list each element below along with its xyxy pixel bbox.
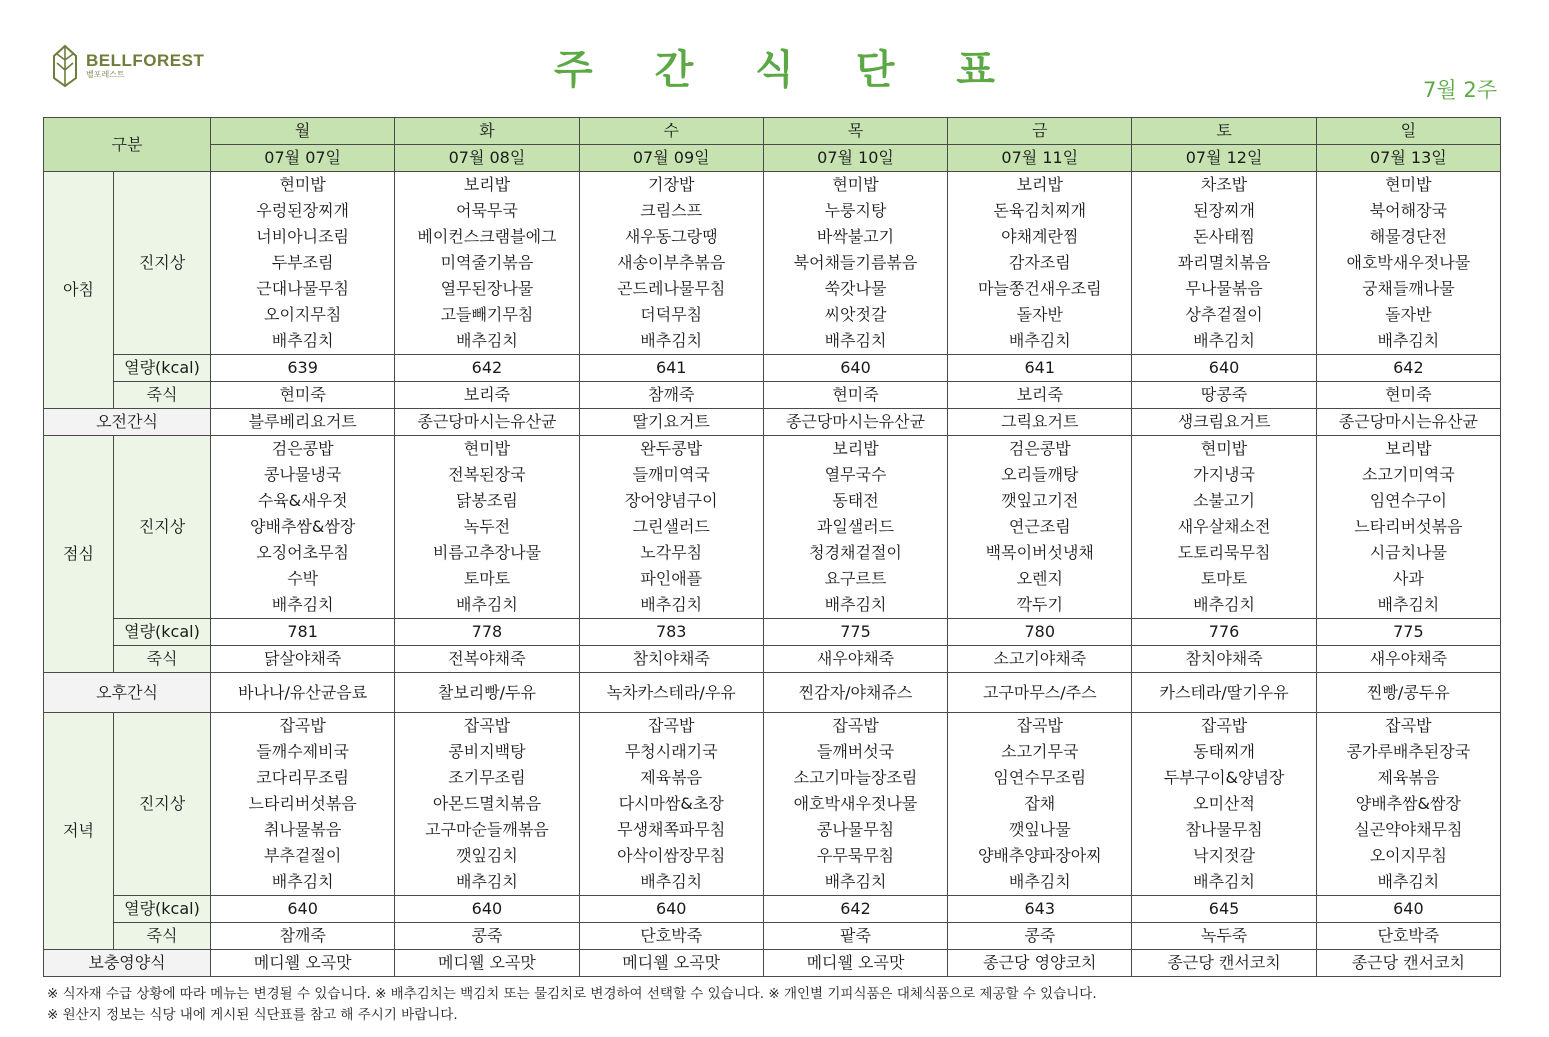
dinner-calorie-label: 열량(kcal): [114, 896, 211, 923]
calorie-value: 641: [948, 355, 1132, 382]
menu-cell: [211, 172, 395, 355]
date-header: 07월 08일: [395, 145, 579, 172]
menu-item: 너비아니조림: [256, 227, 350, 246]
supplement-item: 메디웰 오곡맛: [211, 950, 395, 977]
calorie-value: 642: [763, 896, 947, 923]
menu-item: 쑥갓나물: [824, 279, 887, 298]
lunch-main-label: 진지상: [114, 436, 211, 619]
menu-item: 수육&새우젓: [257, 491, 348, 510]
menu-item: 애호박새우젓나물: [793, 794, 918, 813]
dinner-porridge-row: [44, 923, 1501, 950]
menu-item: 장어양념구이: [624, 491, 718, 510]
menu-item: 잡채: [1024, 794, 1056, 813]
footer-notes: [47, 984, 1097, 1025]
menu-item: 깻잎김치: [456, 846, 518, 865]
header-day-row: [44, 118, 1501, 145]
menu-cell: [395, 172, 579, 355]
menu-item: 파인애플: [640, 569, 703, 588]
porridge-item: 단호박죽: [1316, 923, 1500, 950]
menu-item: 다시마쌈&초장: [618, 794, 724, 813]
menu-item: 꽈리멸치볶음: [1177, 253, 1271, 272]
header-category: 구분: [44, 118, 211, 172]
menu-item: 검은콩밥: [1008, 439, 1071, 458]
menu-cell: [1132, 713, 1316, 896]
menu-item: 임연수무조림: [993, 768, 1087, 787]
breakfast-calorie-row: [44, 355, 1501, 382]
dinner-calorie-row: [44, 896, 1501, 923]
menu-item: 우무묵무침: [816, 846, 895, 865]
menu-cell: [1132, 436, 1316, 619]
menu-item: 잡곡밥: [1385, 716, 1432, 735]
menu-item: 오징어초무침: [256, 543, 350, 562]
menu-item: 배추김치: [456, 331, 518, 350]
menu-item: 동태찌개: [1193, 742, 1255, 761]
menu-item: 코다리무조림: [256, 768, 350, 787]
menu-item: 비름고추장나물: [432, 543, 542, 562]
menu-item: 현미밥: [1385, 175, 1432, 194]
supplement-item: 종근당 영양코치: [948, 950, 1132, 977]
morning_snack-item: 종근당마시는유산균: [763, 409, 947, 436]
menu-item: 잡곡밥: [648, 716, 695, 735]
menu-item: 배추김치: [640, 872, 703, 891]
menu-item: 소고기무국: [1001, 742, 1079, 761]
menu-item: 오렌지: [1016, 569, 1063, 588]
menu-item: 수박: [287, 569, 319, 588]
menu-item: 배추김치: [1008, 872, 1071, 891]
porridge-item: 보리죽: [395, 382, 579, 409]
menu-item: 새우동그랑땡: [624, 227, 718, 246]
morning_snack-item: 그릭요거트: [948, 409, 1132, 436]
menu-item: 배추김치: [456, 872, 518, 891]
dinner-porridge-label: 죽식: [114, 923, 211, 950]
menu-item: 무나물볶음: [1185, 279, 1263, 298]
menu-cell: [1316, 713, 1500, 896]
menu-item: 감자조림: [1008, 253, 1071, 272]
menu-item: 토마토: [1200, 569, 1248, 588]
menu-item: 실곤약야채무침: [1354, 820, 1463, 839]
menu-item: 기장밥: [648, 175, 695, 194]
menu-item: 제육볶음: [640, 768, 703, 787]
week-label: 7월 2주: [1423, 78, 1497, 102]
menu-item: 노각무침: [640, 543, 703, 562]
date-header: 07월 10일: [763, 145, 947, 172]
afternoon_snack-item: 찐빵/콩두유: [1316, 673, 1500, 713]
calorie-value: 640: [579, 896, 763, 923]
day-header: 금: [948, 118, 1132, 145]
menu-item: 배추김치: [1193, 595, 1255, 614]
menu-item: 사과: [1392, 569, 1424, 588]
breakfast-main-label: 진지상: [114, 172, 211, 355]
brand-subname: 벨포레스트: [86, 70, 125, 79]
afternoon_snack-label: 오후간식: [44, 673, 211, 713]
menu-item: 동태전: [832, 491, 879, 510]
menu-item: 차조밥: [1200, 175, 1248, 194]
lunch-porridge-row: [44, 646, 1501, 673]
menu-item: 양배추양파장아찌: [977, 846, 1102, 865]
menu-item: 부추겉절이: [264, 846, 342, 865]
menu-item: 돌자반: [1016, 305, 1063, 324]
dinner-main-row: [44, 713, 1501, 896]
morning_snack-item: 종근당마시는유산균: [395, 409, 579, 436]
porridge-item: 현미죽: [1316, 382, 1500, 409]
menu-item: 낙지젓갈: [1193, 846, 1255, 865]
menu-item: 배추김치: [640, 595, 703, 614]
date-header: 07월 12일: [1132, 145, 1316, 172]
supplement-item: 종근당 캔서코치: [1316, 950, 1500, 977]
menu-item: 깍두기: [1016, 595, 1063, 614]
menu-cell: [1316, 436, 1500, 619]
menu-item: 제육볶음: [1377, 768, 1440, 787]
calorie-value: 645: [1132, 896, 1316, 923]
menu-cell: [948, 713, 1132, 896]
porridge-item: 참깨죽: [579, 382, 763, 409]
menu-cell: [395, 436, 579, 619]
menu-item: 가지냉국: [1193, 465, 1255, 484]
lunch-main-row: [44, 436, 1501, 619]
supplement-item: 메디웰 오곡맛: [763, 950, 947, 977]
menu-cell: [1316, 172, 1500, 355]
morning_snack-label: 오전간식: [44, 409, 211, 436]
calorie-value: 783: [579, 619, 763, 646]
menu-item: 검은콩밥: [271, 439, 334, 458]
menu-item: 깻잎고기전: [1001, 491, 1079, 510]
menu-item: 소불고기: [1193, 491, 1255, 510]
porridge-item: 참치야채죽: [1132, 646, 1316, 673]
menu-item: 현미밥: [1200, 439, 1248, 458]
supplement-item: 메디웰 오곡맛: [395, 950, 579, 977]
day-header: 목: [763, 118, 947, 145]
menu-item: 더덕무침: [640, 305, 703, 324]
breakfast-main-row: [44, 172, 1501, 355]
menu-item: 청경채겉절이: [809, 543, 902, 562]
menu-item: 오이지무침: [1369, 846, 1447, 865]
menu-item: 근대나물무침: [256, 279, 350, 298]
supplement-row: [44, 950, 1501, 977]
calorie-value: 775: [1316, 619, 1500, 646]
menu-item: 그린샐러드: [632, 517, 710, 536]
porridge-item: 새우야채죽: [763, 646, 947, 673]
menu-item: 누룽지탕: [824, 201, 887, 220]
menu-item: 배추김치: [271, 595, 334, 614]
menu-item: 오리들깨탕: [1001, 465, 1079, 484]
calorie-value: 642: [1316, 355, 1500, 382]
menu-item: 두부조림: [271, 253, 334, 272]
day-header: 토: [1132, 118, 1316, 145]
lunch-porridge-label: 죽식: [114, 646, 211, 673]
menu-item: 새송이부추볶음: [617, 253, 726, 272]
menu-item: 열무국수: [824, 465, 887, 484]
weekly-menu-table: [43, 117, 1501, 977]
menu-item: 양배추쌈&쌈장: [1355, 794, 1461, 813]
supplement-label: 보충영양식: [44, 950, 211, 977]
menu-item: 과일샐러드: [816, 517, 895, 536]
afternoon_snack-item: 찰보리빵/두유: [395, 673, 579, 713]
porridge-item: 닭살야채죽: [211, 646, 395, 673]
menu-item: 무청시래기국: [624, 742, 718, 761]
porridge-item: 팥죽: [763, 923, 947, 950]
calorie-value: 780: [948, 619, 1132, 646]
porridge-item: 콩죽: [395, 923, 579, 950]
porridge-item: 새우야채죽: [1316, 646, 1500, 673]
menu-item: 곤드레나물무침: [617, 279, 726, 298]
menu-cell: [579, 172, 763, 355]
menu-item: 돈육김치찌개: [993, 201, 1087, 220]
calorie-value: 642: [395, 355, 579, 382]
menu-item: 새우살채소전: [1177, 517, 1271, 536]
porridge-item: 땅콩죽: [1132, 382, 1316, 409]
calorie-value: 641: [579, 355, 763, 382]
menu-item: 배추김치: [271, 872, 334, 891]
day-header: 일: [1316, 118, 1500, 145]
dinner-label: 저녁: [44, 713, 114, 950]
menu-item: 열무된장나물: [440, 279, 534, 298]
menu-item: 고구마순들깨볶음: [425, 820, 549, 839]
breakfast-calorie-label: 열량(kcal): [114, 355, 211, 382]
menu-cell: [763, 172, 947, 355]
menu-item: 잡곡밥: [1016, 716, 1063, 735]
menu-item: 씨앗젓갈: [824, 305, 887, 324]
breakfast-porridge-label: 죽식: [114, 382, 211, 409]
porridge-item: 참깨죽: [211, 923, 395, 950]
menu-item: 무생채쪽파무침: [617, 820, 726, 839]
menu-item: 배추김치: [456, 595, 518, 614]
calorie-value: 640: [211, 896, 395, 923]
date-header: 07월 13일: [1316, 145, 1500, 172]
menu-item: 애호박새우젓나물: [1346, 253, 1471, 272]
calorie-value: 781: [211, 619, 395, 646]
date-header: 07월 07일: [211, 145, 395, 172]
day-header: 화: [395, 118, 579, 145]
page-title: 주 간 식 단 표: [554, 47, 1019, 93]
afternoon_snack-row: [44, 673, 1501, 713]
dinner-main-label: 진지상: [114, 713, 211, 896]
menu-item: 들깨수제비국: [256, 742, 350, 761]
menu-cell: [763, 713, 947, 896]
menu-item: 녹두전: [463, 517, 511, 536]
menu-item: 콩비지백탕: [448, 742, 526, 761]
menu-item: 고들빼기무침: [440, 305, 534, 324]
brand-name: BELLFOREST: [86, 51, 205, 70]
calorie-value: 639: [211, 355, 395, 382]
supplement-item: 메디웰 오곡맛: [579, 950, 763, 977]
menu-item: 소고기미역국: [1361, 465, 1455, 484]
menu-item: 보리밥: [1016, 175, 1063, 194]
menu-item: 느타리버섯볶음: [248, 794, 357, 813]
menu-item: 우렁된장찌개: [256, 201, 350, 220]
menu-item: 잡곡밥: [1200, 716, 1248, 735]
menu-item: 배추김치: [1377, 331, 1440, 350]
menu-item: 아삭이쌈장무침: [617, 846, 726, 865]
menu-item: 잡곡밥: [832, 716, 879, 735]
menu-item: 북어채들기름볶음: [793, 253, 918, 272]
menu-item: 깻잎나물: [1008, 820, 1071, 839]
menu-cell: [1132, 172, 1316, 355]
menu-item: 배추김치: [824, 331, 887, 350]
day-header: 수: [579, 118, 763, 145]
menu-item: 배추김치: [271, 331, 334, 350]
menu-item: 콩나물냉국: [264, 465, 342, 484]
calorie-value: 643: [948, 896, 1132, 923]
menu-item: 크림스프: [640, 201, 703, 220]
menu-item: 아몬드멸치볶음: [432, 794, 542, 813]
menu-item: 닭봉조림: [456, 491, 518, 510]
menu-item: 잡곡밥: [279, 716, 326, 735]
menu-item: 북어해장국: [1369, 201, 1447, 220]
calorie-value: 640: [395, 896, 579, 923]
menu-item: 취나물볶음: [264, 820, 342, 839]
menu-item: 현미밥: [832, 175, 879, 194]
menu-item: 상추겉절이: [1185, 305, 1263, 324]
porridge-item: 참치야채죽: [579, 646, 763, 673]
date-header: 07월 11일: [948, 145, 1132, 172]
supplement-item: 종근당 캔서코치: [1132, 950, 1316, 977]
porridge-item: 현미죽: [763, 382, 947, 409]
menu-item: 양배추쌈&쌈장: [250, 517, 356, 536]
porridge-item: 소고기야채죽: [948, 646, 1132, 673]
menu-item: 요구르트: [824, 569, 887, 588]
menu-item: 전복된장국: [448, 465, 526, 484]
menu-item: 연근조림: [1008, 517, 1071, 536]
calorie-value: 778: [395, 619, 579, 646]
menu-item: 배추김치: [1377, 872, 1440, 891]
menu-item: 보리밥: [832, 439, 879, 458]
afternoon_snack-item: 찐감자/야채쥬스: [763, 673, 947, 713]
menu-item: 어묵무국: [456, 201, 518, 220]
menu-item: 조기무조림: [448, 768, 526, 787]
morning_snack-item: 종근당마시는유산균: [1316, 409, 1500, 436]
menu-item: 토마토: [463, 569, 511, 588]
menu-cell: [211, 436, 395, 619]
menu-item: 잡곡밥: [463, 716, 511, 735]
menu-item: 들깨버섯국: [816, 742, 895, 761]
menu-item: 배추김치: [1377, 595, 1440, 614]
menu-item: 소고기마늘장조림: [793, 768, 918, 787]
lunch-calorie-label: 열량(kcal): [114, 619, 211, 646]
morning_snack-item: 딸기요거트: [579, 409, 763, 436]
menu-item: 바싹불고기: [816, 227, 895, 246]
menu-item: 마늘쫑건새우조림: [977, 279, 1102, 298]
menu-item: 궁채들깨나물: [1361, 279, 1455, 298]
menu-item: 돈사태찜: [1193, 227, 1255, 246]
footer-note-1: ※ 식자재 수급 상황에 따라 메뉴는 변경될 수 있습니다. ※ 배추김치는 백김치 또는 물김치로 변경하여 선택할 수 있습니다. ※ 개인별 기피식품은 대체식품으로 제공할 수 있습니다.: [47, 986, 1097, 1002]
calorie-value: 640: [1132, 355, 1316, 382]
menu-item: 느타리버섯볶음: [1354, 517, 1463, 536]
porridge-item: 단호박죽: [579, 923, 763, 950]
menu-item: 오이지무침: [264, 305, 342, 324]
menu-item: 오미산적: [1193, 794, 1255, 813]
morning_snack-item: 블루베리요거트: [211, 409, 395, 436]
date-header: 07월 09일: [579, 145, 763, 172]
afternoon_snack-item: 카스테라/딸기우유: [1132, 673, 1316, 713]
menu-cell: [948, 172, 1132, 355]
menu-item: 현미밥: [463, 439, 511, 458]
menu-cell: [395, 713, 579, 896]
menu-item: 현미밥: [279, 175, 326, 194]
menu-cell: [579, 436, 763, 619]
menu-item: 참나물무침: [1185, 820, 1263, 839]
menu-item: 배추김치: [1193, 331, 1255, 350]
lunch-label: 점심: [44, 436, 114, 673]
menu-item: 시금치나물: [1369, 543, 1447, 562]
menu-item: 배추김치: [1008, 331, 1071, 350]
menu-item: 미역줄기볶음: [440, 253, 534, 272]
calorie-value: 775: [763, 619, 947, 646]
menu-item: 배추김치: [640, 331, 703, 350]
porridge-item: 현미죽: [211, 382, 395, 409]
menu-item: 완두콩밥: [640, 439, 703, 458]
day-header: 월: [211, 118, 395, 145]
menu-item: 도토리묵무침: [1177, 543, 1271, 562]
porridge-item: 녹두죽: [1132, 923, 1316, 950]
breakfast-label: 아침: [44, 172, 114, 409]
menu-cell: [211, 713, 395, 896]
porridge-item: 전복야채죽: [395, 646, 579, 673]
menu-item: 된장찌개: [1193, 201, 1255, 220]
calorie-value: 776: [1132, 619, 1316, 646]
porridge-item: 콩죽: [948, 923, 1132, 950]
afternoon_snack-item: 고구마무스/주스: [948, 673, 1132, 713]
menu-cell: [579, 713, 763, 896]
menu-item: 야채계란찜: [1001, 227, 1079, 246]
calorie-value: 640: [1316, 896, 1500, 923]
menu-item: 보리밥: [463, 175, 511, 194]
menu-item: 돌자반: [1385, 305, 1432, 324]
menu-item: 두부구이&양념장: [1163, 768, 1285, 787]
menu-item: 해물경단전: [1369, 227, 1447, 246]
morning_snack-row: [44, 409, 1501, 436]
menu-item: 백목이버섯냉채: [985, 543, 1094, 562]
calorie-value: 640: [763, 355, 947, 382]
menu-item: 배추김치: [1193, 872, 1255, 891]
afternoon_snack-item: 바나나/유산균음료: [211, 673, 395, 713]
menu-item: 콩나물무침: [816, 820, 895, 839]
menu-item: 배추김치: [824, 872, 887, 891]
menu-cell: [948, 436, 1132, 619]
menu-item: 보리밥: [1385, 439, 1432, 458]
breakfast-porridge-row: [44, 382, 1501, 409]
menu-item: 들깨미역국: [632, 465, 710, 484]
menu-item: 콩가루배추된장국: [1346, 742, 1471, 761]
header-date-row: [44, 145, 1501, 172]
menu-item: 베이컨스크램블에그: [417, 227, 557, 246]
lunch-calorie-row: [44, 619, 1501, 646]
porridge-item: 보리죽: [948, 382, 1132, 409]
morning_snack-item: 생크림요거트: [1132, 409, 1316, 436]
afternoon_snack-item: 녹차카스테라/우유: [579, 673, 763, 713]
menu-item: 임연수구이: [1369, 491, 1447, 510]
menu-cell: [763, 436, 947, 619]
footer-note-2: ※ 원산지 정보는 식당 내에 게시된 식단표를 참고 해 주시기 바랍니다.: [47, 1006, 458, 1023]
menu-item: 배추김치: [824, 595, 887, 614]
